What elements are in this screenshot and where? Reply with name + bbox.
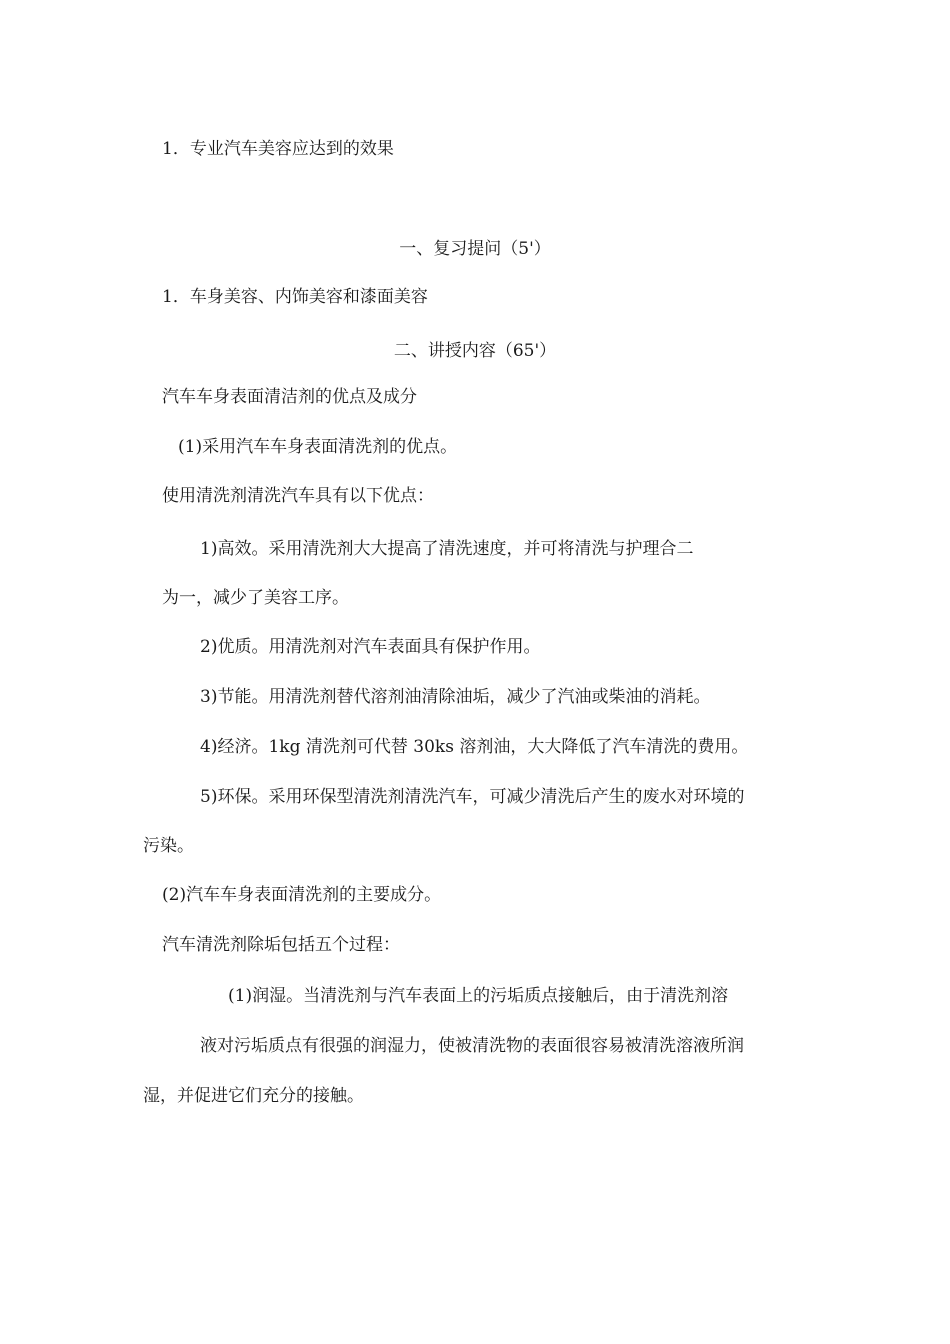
- advantages-intro: 使用清洗剂清洗汽车具有以下优点：: [162, 486, 434, 506]
- section-review-heading: 一、复习提问（5'）: [399, 239, 551, 259]
- advantage-5-line-2: 污染。: [143, 836, 194, 856]
- advantage-5-line-1: 5)环保。采用环保型清洗剂清洗汽车，可减少清洗后产生的废水对环境的: [200, 787, 745, 807]
- advantage-1-line-2: 为一，减少了美容工序。: [162, 588, 349, 608]
- section-lecture-heading: 二、讲授内容（65'）: [393, 341, 557, 361]
- process-1-line-1: (1)润湿。当清洗剂与汽车表面上的污垢质点接触后，由于清洗剂溶: [228, 986, 729, 1006]
- process-1-line-3: 湿，并促进它们充分的接触。: [143, 1086, 364, 1106]
- advantage-2: 2)优质。用清洗剂对汽车表面具有保护作用。: [200, 637, 541, 657]
- subheading-components: (2)汽车车身表面清洗剂的主要成分。: [162, 885, 442, 905]
- review-item-1: 1．车身美容、内饰美容和漆面美容: [162, 287, 428, 307]
- process-1-line-2: 液对污垢质点有很强的润湿力，使被清洗物的表面很容易被清洗溶液所润: [200, 1036, 744, 1056]
- advantage-3: 3)节能。用清洗剂替代溶剂油清除油垢，减少了汽油或柴油的消耗。: [200, 687, 711, 707]
- cleaner-topic-heading: 汽车车身表面清洁剂的优点及成分: [162, 387, 417, 407]
- subheading-advantages: (1)采用汽车车身表面清洗剂的优点。: [178, 437, 458, 457]
- process-intro: 汽车清洗剂除垢包括五个过程：: [162, 935, 400, 955]
- advantage-4: 4)经济。1kg 清洗剂可代替 30ks 溶剂油，大大降低了汽车清洗的费用。: [200, 737, 749, 757]
- advantage-1-line-1: 1)高效。采用清洗剂大大提高了清洗速度，并可将清洗与护理合二: [200, 539, 694, 559]
- item-1-effects: 1．专业汽车美容应达到的效果: [162, 139, 394, 159]
